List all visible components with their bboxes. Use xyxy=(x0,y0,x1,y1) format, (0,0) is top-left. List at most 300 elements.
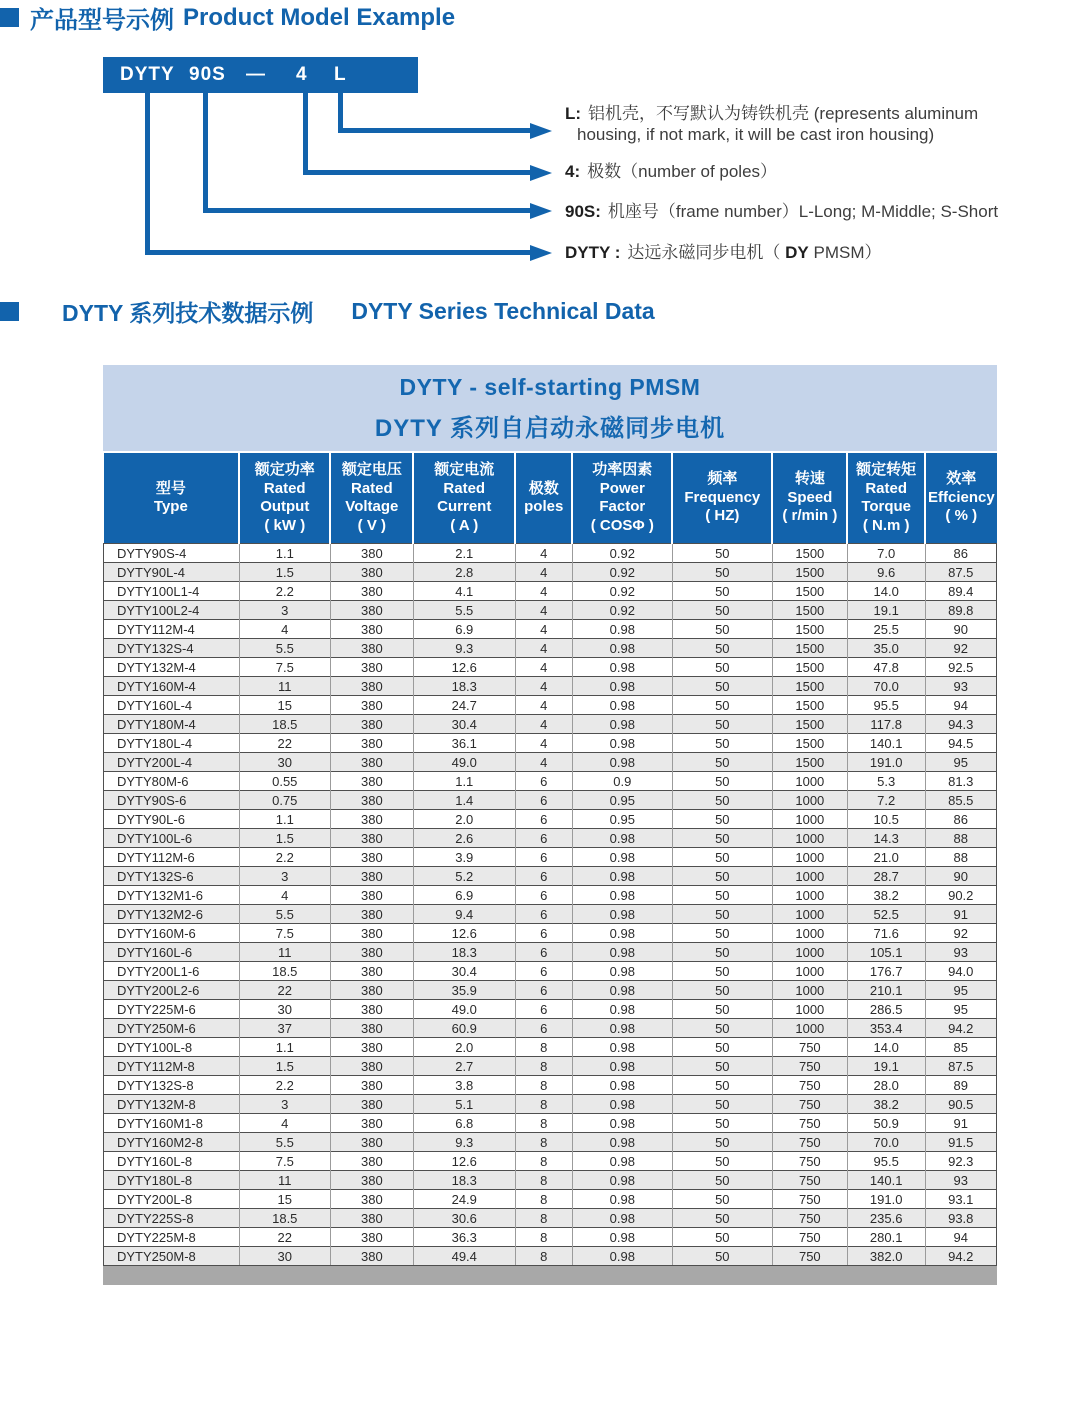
value-cell: 380 xyxy=(330,791,413,810)
value-cell: 380 xyxy=(330,886,413,905)
value-cell: 1000 xyxy=(772,772,847,791)
value-cell: 18.5 xyxy=(239,1209,330,1228)
value-cell: 90 xyxy=(925,620,996,639)
value-cell: 750 xyxy=(772,1152,847,1171)
value-cell: 0.98 xyxy=(572,734,672,753)
value-cell: 94 xyxy=(925,696,996,715)
value-cell: 95.5 xyxy=(847,696,925,715)
value-cell: 6 xyxy=(515,867,572,886)
table-row xyxy=(104,1133,997,1152)
value-cell: 50 xyxy=(672,696,772,715)
value-cell: 18.5 xyxy=(239,715,330,734)
value-cell: 380 xyxy=(330,544,413,563)
value-cell: 4 xyxy=(239,886,330,905)
value-cell: 94.3 xyxy=(925,715,996,734)
value-cell: 86 xyxy=(925,544,996,563)
table-row xyxy=(104,1190,997,1209)
value-cell: 50 xyxy=(672,1019,772,1038)
value-cell: 6 xyxy=(515,924,572,943)
value-cell: 2.2 xyxy=(239,582,330,601)
value-cell: 380 xyxy=(330,582,413,601)
value-cell: 8 xyxy=(515,1133,572,1152)
value-cell: 94.2 xyxy=(925,1019,996,1038)
value-cell: 1000 xyxy=(772,905,847,924)
value-cell: 50 xyxy=(672,620,772,639)
value-cell: 7.5 xyxy=(239,658,330,677)
model-type-cell: DYTY180L-4 xyxy=(104,734,240,753)
value-cell: 50 xyxy=(672,1000,772,1019)
value-cell: 15 xyxy=(239,696,330,715)
model-type-cell: DYTY100L-8 xyxy=(104,1038,240,1057)
value-cell: 50 xyxy=(672,1228,772,1247)
arrow-right-icon xyxy=(530,123,552,139)
value-cell: 380 xyxy=(330,1038,413,1057)
value-cell: 90.5 xyxy=(925,1095,996,1114)
connector-line xyxy=(303,93,308,175)
connector-line xyxy=(338,93,343,133)
value-cell: 3 xyxy=(239,1095,330,1114)
value-cell: 12.6 xyxy=(413,924,515,943)
value-cell: 35.9 xyxy=(413,981,515,1000)
value-cell: 5.1 xyxy=(413,1095,515,1114)
value-cell: 36.3 xyxy=(413,1228,515,1247)
value-cell: 92 xyxy=(925,639,996,658)
value-cell: 6 xyxy=(515,848,572,867)
annotation-text: 铝机壳，不写默认为铸铁机壳 (represents aluminum housing, if not mark, it will be cast iron housing) xyxy=(577,104,979,144)
value-cell: 750 xyxy=(772,1057,847,1076)
arrow-right-icon xyxy=(530,245,552,261)
value-cell: 3.9 xyxy=(413,848,515,867)
model-type-cell: DYTY132M2-6 xyxy=(104,905,240,924)
value-cell: 380 xyxy=(330,924,413,943)
value-cell: 11 xyxy=(239,943,330,962)
model-type-cell: DYTY160L-6 xyxy=(104,943,240,962)
model-segment-dash: — xyxy=(246,64,266,85)
value-cell: 50 xyxy=(672,905,772,924)
value-cell: 2.0 xyxy=(413,810,515,829)
table-row xyxy=(104,639,997,658)
value-cell: 19.1 xyxy=(847,601,925,620)
column-header: 频率 Frequency ( HZ) xyxy=(672,453,772,544)
value-cell: 1500 xyxy=(772,753,847,772)
value-cell: 2.1 xyxy=(413,544,515,563)
spec-table xyxy=(103,453,997,1266)
value-cell: 50 xyxy=(672,886,772,905)
annotation-text: 机座号（frame number）L-Long; M-Middle; S-Short xyxy=(607,202,999,221)
connector-line xyxy=(203,93,208,213)
value-cell: 8 xyxy=(515,1076,572,1095)
value-cell: 1500 xyxy=(772,696,847,715)
value-cell: 7.2 xyxy=(847,791,925,810)
value-cell: 4 xyxy=(515,677,572,696)
value-cell: 380 xyxy=(330,905,413,924)
value-cell: 750 xyxy=(772,1209,847,1228)
annotation-text: PMSM） xyxy=(808,243,882,262)
value-cell: 1500 xyxy=(772,639,847,658)
value-cell: 380 xyxy=(330,639,413,658)
column-header: 效率 Effciency ( % ) xyxy=(925,453,996,544)
value-cell: 380 xyxy=(330,1247,413,1266)
value-cell: 50 xyxy=(672,1152,772,1171)
model-type-cell: DYTY80M-6 xyxy=(104,772,240,791)
value-cell: 1.1 xyxy=(239,544,330,563)
value-cell: 0.98 xyxy=(572,943,672,962)
value-cell: 50 xyxy=(672,981,772,1000)
value-cell: 50 xyxy=(672,924,772,943)
value-cell: 3.8 xyxy=(413,1076,515,1095)
value-cell: 380 xyxy=(330,772,413,791)
value-cell: 0.98 xyxy=(572,1133,672,1152)
value-cell: 380 xyxy=(330,1209,413,1228)
value-cell: 95.5 xyxy=(847,1152,925,1171)
column-header: 转速 Speed ( r/min ) xyxy=(772,453,847,544)
value-cell: 6 xyxy=(515,1000,572,1019)
value-cell: 1500 xyxy=(772,544,847,563)
connector-line xyxy=(145,93,150,255)
value-cell: 85 xyxy=(925,1038,996,1057)
column-header: 额定电压 Rated Voltage ( V ) xyxy=(330,453,413,544)
value-cell: 87.5 xyxy=(925,563,996,582)
value-cell: 95 xyxy=(925,1000,996,1019)
value-cell: 380 xyxy=(330,677,413,696)
model-type-cell: DYTY90L-4 xyxy=(104,563,240,582)
value-cell: 18.3 xyxy=(413,943,515,962)
annotation-key: DYTY : xyxy=(565,243,621,262)
value-cell: 36.1 xyxy=(413,734,515,753)
value-cell: 4 xyxy=(515,734,572,753)
value-cell: 71.6 xyxy=(847,924,925,943)
table-row xyxy=(104,772,997,791)
value-cell: 50 xyxy=(672,867,772,886)
model-segment-frame: 90S xyxy=(189,64,226,85)
value-cell: 7.0 xyxy=(847,544,925,563)
table-row xyxy=(104,1152,997,1171)
value-cell: 380 xyxy=(330,1171,413,1190)
table-footer-bar xyxy=(103,1266,997,1285)
model-type-cell: DYTY90S-6 xyxy=(104,791,240,810)
value-cell: 5.3 xyxy=(847,772,925,791)
value-cell: 8 xyxy=(515,1171,572,1190)
table-title-zh: DYTY 系列自启动永磁同步电机 xyxy=(374,414,726,442)
value-cell: 1.4 xyxy=(413,791,515,810)
value-cell: 3 xyxy=(239,601,330,620)
value-cell: 6 xyxy=(515,981,572,1000)
value-cell: 191.0 xyxy=(847,1190,925,1209)
value-cell: 91.5 xyxy=(925,1133,996,1152)
value-cell: 0.98 xyxy=(572,905,672,924)
model-type-cell: DYTY90L-6 xyxy=(104,810,240,829)
value-cell: 380 xyxy=(330,715,413,734)
value-cell: 50 xyxy=(672,943,772,962)
model-type-cell: DYTY160M-6 xyxy=(104,924,240,943)
value-cell: 7.5 xyxy=(239,924,330,943)
value-cell: 380 xyxy=(330,1228,413,1247)
model-type-cell: DYTY160L-4 xyxy=(104,696,240,715)
value-cell: 0.98 xyxy=(572,1190,672,1209)
model-type-cell: DYTY225M-6 xyxy=(104,1000,240,1019)
model-type-cell: DYTY250M-6 xyxy=(104,1019,240,1038)
value-cell: 0.98 xyxy=(572,962,672,981)
value-cell: 0.98 xyxy=(572,1038,672,1057)
value-cell: 8 xyxy=(515,1038,572,1057)
table-row xyxy=(104,886,997,905)
value-cell: 1500 xyxy=(772,601,847,620)
model-type-cell: DYTY100L2-4 xyxy=(104,601,240,620)
value-cell: 1.5 xyxy=(239,1057,330,1076)
value-cell: 750 xyxy=(772,1190,847,1209)
value-cell: 30.6 xyxy=(413,1209,515,1228)
model-number-box xyxy=(103,57,418,93)
section-title-product-model-example xyxy=(0,0,1090,35)
value-cell: 93 xyxy=(925,943,996,962)
value-cell: 0.92 xyxy=(572,582,672,601)
value-cell: 4 xyxy=(515,715,572,734)
table-row xyxy=(104,753,997,772)
value-cell: 50 xyxy=(672,639,772,658)
value-cell: 5.2 xyxy=(413,867,515,886)
table-row xyxy=(104,582,997,601)
value-cell: 12.6 xyxy=(413,1152,515,1171)
value-cell: 6 xyxy=(515,810,572,829)
value-cell: 4 xyxy=(515,696,572,715)
value-cell: 1500 xyxy=(772,563,847,582)
model-type-cell: DYTY112M-4 xyxy=(104,620,240,639)
value-cell: 94.2 xyxy=(925,1247,996,1266)
value-cell: 50 xyxy=(672,677,772,696)
table-row xyxy=(104,1076,997,1095)
value-cell: 6 xyxy=(515,772,572,791)
value-cell: 12.6 xyxy=(413,658,515,677)
value-cell: 0.75 xyxy=(239,791,330,810)
table-row xyxy=(104,696,997,715)
value-cell: 380 xyxy=(330,1190,413,1209)
table-row xyxy=(104,1095,997,1114)
value-cell: 14.0 xyxy=(847,582,925,601)
table-row xyxy=(104,1114,997,1133)
annotation-housing xyxy=(565,103,1023,145)
value-cell: 4 xyxy=(515,620,572,639)
value-cell: 0.98 xyxy=(572,1171,672,1190)
value-cell: 380 xyxy=(330,1114,413,1133)
value-cell: 1500 xyxy=(772,620,847,639)
table-row xyxy=(104,867,997,886)
value-cell: 0.98 xyxy=(572,1019,672,1038)
value-cell: 8 xyxy=(515,1247,572,1266)
value-cell: 30 xyxy=(239,1247,330,1266)
annotation-text: 达远永磁同步电机（ xyxy=(627,243,786,262)
model-type-cell: DYTY160M2-8 xyxy=(104,1133,240,1152)
value-cell: 93 xyxy=(925,677,996,696)
model-type-cell: DYTY250M-8 xyxy=(104,1247,240,1266)
value-cell: 89.4 xyxy=(925,582,996,601)
value-cell: 4 xyxy=(515,582,572,601)
value-cell: 1000 xyxy=(772,810,847,829)
value-cell: 380 xyxy=(330,1076,413,1095)
value-cell: 0.98 xyxy=(572,1247,672,1266)
table-row xyxy=(104,829,997,848)
value-cell: 235.6 xyxy=(847,1209,925,1228)
value-cell: 50 xyxy=(672,962,772,981)
section1-title-zh: 产品型号示例 xyxy=(30,7,174,34)
value-cell: 0.98 xyxy=(572,1095,672,1114)
value-cell: 94.0 xyxy=(925,962,996,981)
value-cell: 6 xyxy=(515,962,572,981)
connector-line xyxy=(338,128,531,133)
value-cell: 30 xyxy=(239,1000,330,1019)
value-cell: 0.98 xyxy=(572,696,672,715)
value-cell: 7.5 xyxy=(239,1152,330,1171)
column-header: 额定功率 Rated Output ( kW ) xyxy=(239,453,330,544)
value-cell: 28.7 xyxy=(847,867,925,886)
value-cell: 14.0 xyxy=(847,1038,925,1057)
value-cell: 1000 xyxy=(772,886,847,905)
value-cell: 4 xyxy=(515,753,572,772)
model-type-cell: DYTY200L-4 xyxy=(104,753,240,772)
value-cell: 750 xyxy=(772,1076,847,1095)
value-cell: 380 xyxy=(330,696,413,715)
value-cell: 117.8 xyxy=(847,715,925,734)
value-cell: 52.5 xyxy=(847,905,925,924)
value-cell: 176.7 xyxy=(847,962,925,981)
value-cell: 91 xyxy=(925,1114,996,1133)
model-type-cell: DYTY100L-6 xyxy=(104,829,240,848)
value-cell: 24.9 xyxy=(413,1190,515,1209)
value-cell: 9.3 xyxy=(413,639,515,658)
value-cell: 0.98 xyxy=(572,1076,672,1095)
value-cell: 60.9 xyxy=(413,1019,515,1038)
value-cell: 380 xyxy=(330,867,413,886)
annotation-key: 4: xyxy=(565,162,581,181)
value-cell: 105.1 xyxy=(847,943,925,962)
value-cell: 2.7 xyxy=(413,1057,515,1076)
value-cell: 18.5 xyxy=(239,962,330,981)
section-bullet-icon xyxy=(0,8,19,27)
value-cell: 0.98 xyxy=(572,639,672,658)
value-cell: 750 xyxy=(772,1038,847,1057)
column-header: 极数 poles xyxy=(515,453,572,544)
value-cell: 50 xyxy=(672,601,772,620)
model-number-diagram xyxy=(103,57,1063,295)
value-cell: 50 xyxy=(672,1133,772,1152)
value-cell: 24.7 xyxy=(413,696,515,715)
value-cell: 0.95 xyxy=(572,791,672,810)
value-cell: 50 xyxy=(672,829,772,848)
value-cell: 380 xyxy=(330,658,413,677)
arrow-right-icon xyxy=(530,203,552,219)
annotation-key: 90S: xyxy=(565,202,601,221)
value-cell: 1000 xyxy=(772,829,847,848)
value-cell: 15 xyxy=(239,1190,330,1209)
value-cell: 750 xyxy=(772,1095,847,1114)
value-cell: 81.3 xyxy=(925,772,996,791)
model-type-cell: DYTY180L-8 xyxy=(104,1171,240,1190)
value-cell: 94.5 xyxy=(925,734,996,753)
value-cell: 14.3 xyxy=(847,829,925,848)
model-type-cell: DYTY132M-4 xyxy=(104,658,240,677)
value-cell: 382.0 xyxy=(847,1247,925,1266)
value-cell: 0.98 xyxy=(572,1228,672,1247)
model-type-cell: DYTY132M-8 xyxy=(104,1095,240,1114)
table-row xyxy=(104,1247,997,1266)
table-row xyxy=(104,1019,997,1038)
value-cell: 87.5 xyxy=(925,1057,996,1076)
value-cell: 50 xyxy=(672,715,772,734)
value-cell: 2.0 xyxy=(413,1038,515,1057)
value-cell: 380 xyxy=(330,962,413,981)
table-row xyxy=(104,620,997,639)
value-cell: 0.98 xyxy=(572,1114,672,1133)
value-cell: 0.95 xyxy=(572,810,672,829)
value-cell: 6.9 xyxy=(413,620,515,639)
table-row xyxy=(104,1171,997,1190)
value-cell: 10.5 xyxy=(847,810,925,829)
value-cell: 380 xyxy=(330,1133,413,1152)
value-cell: 38.2 xyxy=(847,1095,925,1114)
value-cell: 50 xyxy=(672,582,772,601)
value-cell: 50 xyxy=(672,544,772,563)
value-cell: 88 xyxy=(925,829,996,848)
value-cell: 18.3 xyxy=(413,677,515,696)
value-cell: 89 xyxy=(925,1076,996,1095)
value-cell: 50 xyxy=(672,1114,772,1133)
value-cell: 90 xyxy=(925,867,996,886)
value-cell: 94 xyxy=(925,1228,996,1247)
value-cell: 1000 xyxy=(772,867,847,886)
value-cell: 6 xyxy=(515,791,572,810)
value-cell: 4 xyxy=(239,1114,330,1133)
value-cell: 4 xyxy=(239,620,330,639)
section-bullet-icon xyxy=(0,302,19,321)
section-title-technical-data xyxy=(0,295,1090,328)
value-cell: 380 xyxy=(330,943,413,962)
table-row xyxy=(104,905,997,924)
value-cell: 191.0 xyxy=(847,753,925,772)
model-type-cell: DYTY160L-8 xyxy=(104,1152,240,1171)
value-cell: 93.1 xyxy=(925,1190,996,1209)
value-cell: 8 xyxy=(515,1228,572,1247)
table-row xyxy=(104,658,997,677)
model-segment-poles: 4 xyxy=(296,64,308,85)
model-type-cell: DYTY112M-8 xyxy=(104,1057,240,1076)
value-cell: 95 xyxy=(925,753,996,772)
table-row xyxy=(104,1038,997,1057)
table-title-band xyxy=(103,365,997,453)
connector-line xyxy=(303,170,531,175)
value-cell: 5.5 xyxy=(413,601,515,620)
value-cell: 93.8 xyxy=(925,1209,996,1228)
table-body xyxy=(104,544,997,1266)
value-cell: 750 xyxy=(772,1228,847,1247)
value-cell: 8 xyxy=(515,1209,572,1228)
value-cell: 1500 xyxy=(772,734,847,753)
value-cell: 70.0 xyxy=(847,1133,925,1152)
table-row xyxy=(104,810,997,829)
value-cell: 6 xyxy=(515,1019,572,1038)
value-cell: 750 xyxy=(772,1114,847,1133)
value-cell: 50 xyxy=(672,1171,772,1190)
value-cell: 380 xyxy=(330,620,413,639)
value-cell: 1000 xyxy=(772,962,847,981)
value-cell: 47.8 xyxy=(847,658,925,677)
table-row xyxy=(104,1228,997,1247)
value-cell: 1500 xyxy=(772,677,847,696)
value-cell: 380 xyxy=(330,1152,413,1171)
value-cell: 8 xyxy=(515,1095,572,1114)
value-cell: 0.98 xyxy=(572,1209,672,1228)
value-cell: 353.4 xyxy=(847,1019,925,1038)
table-row xyxy=(104,715,997,734)
annotation-key: L: xyxy=(565,104,582,123)
